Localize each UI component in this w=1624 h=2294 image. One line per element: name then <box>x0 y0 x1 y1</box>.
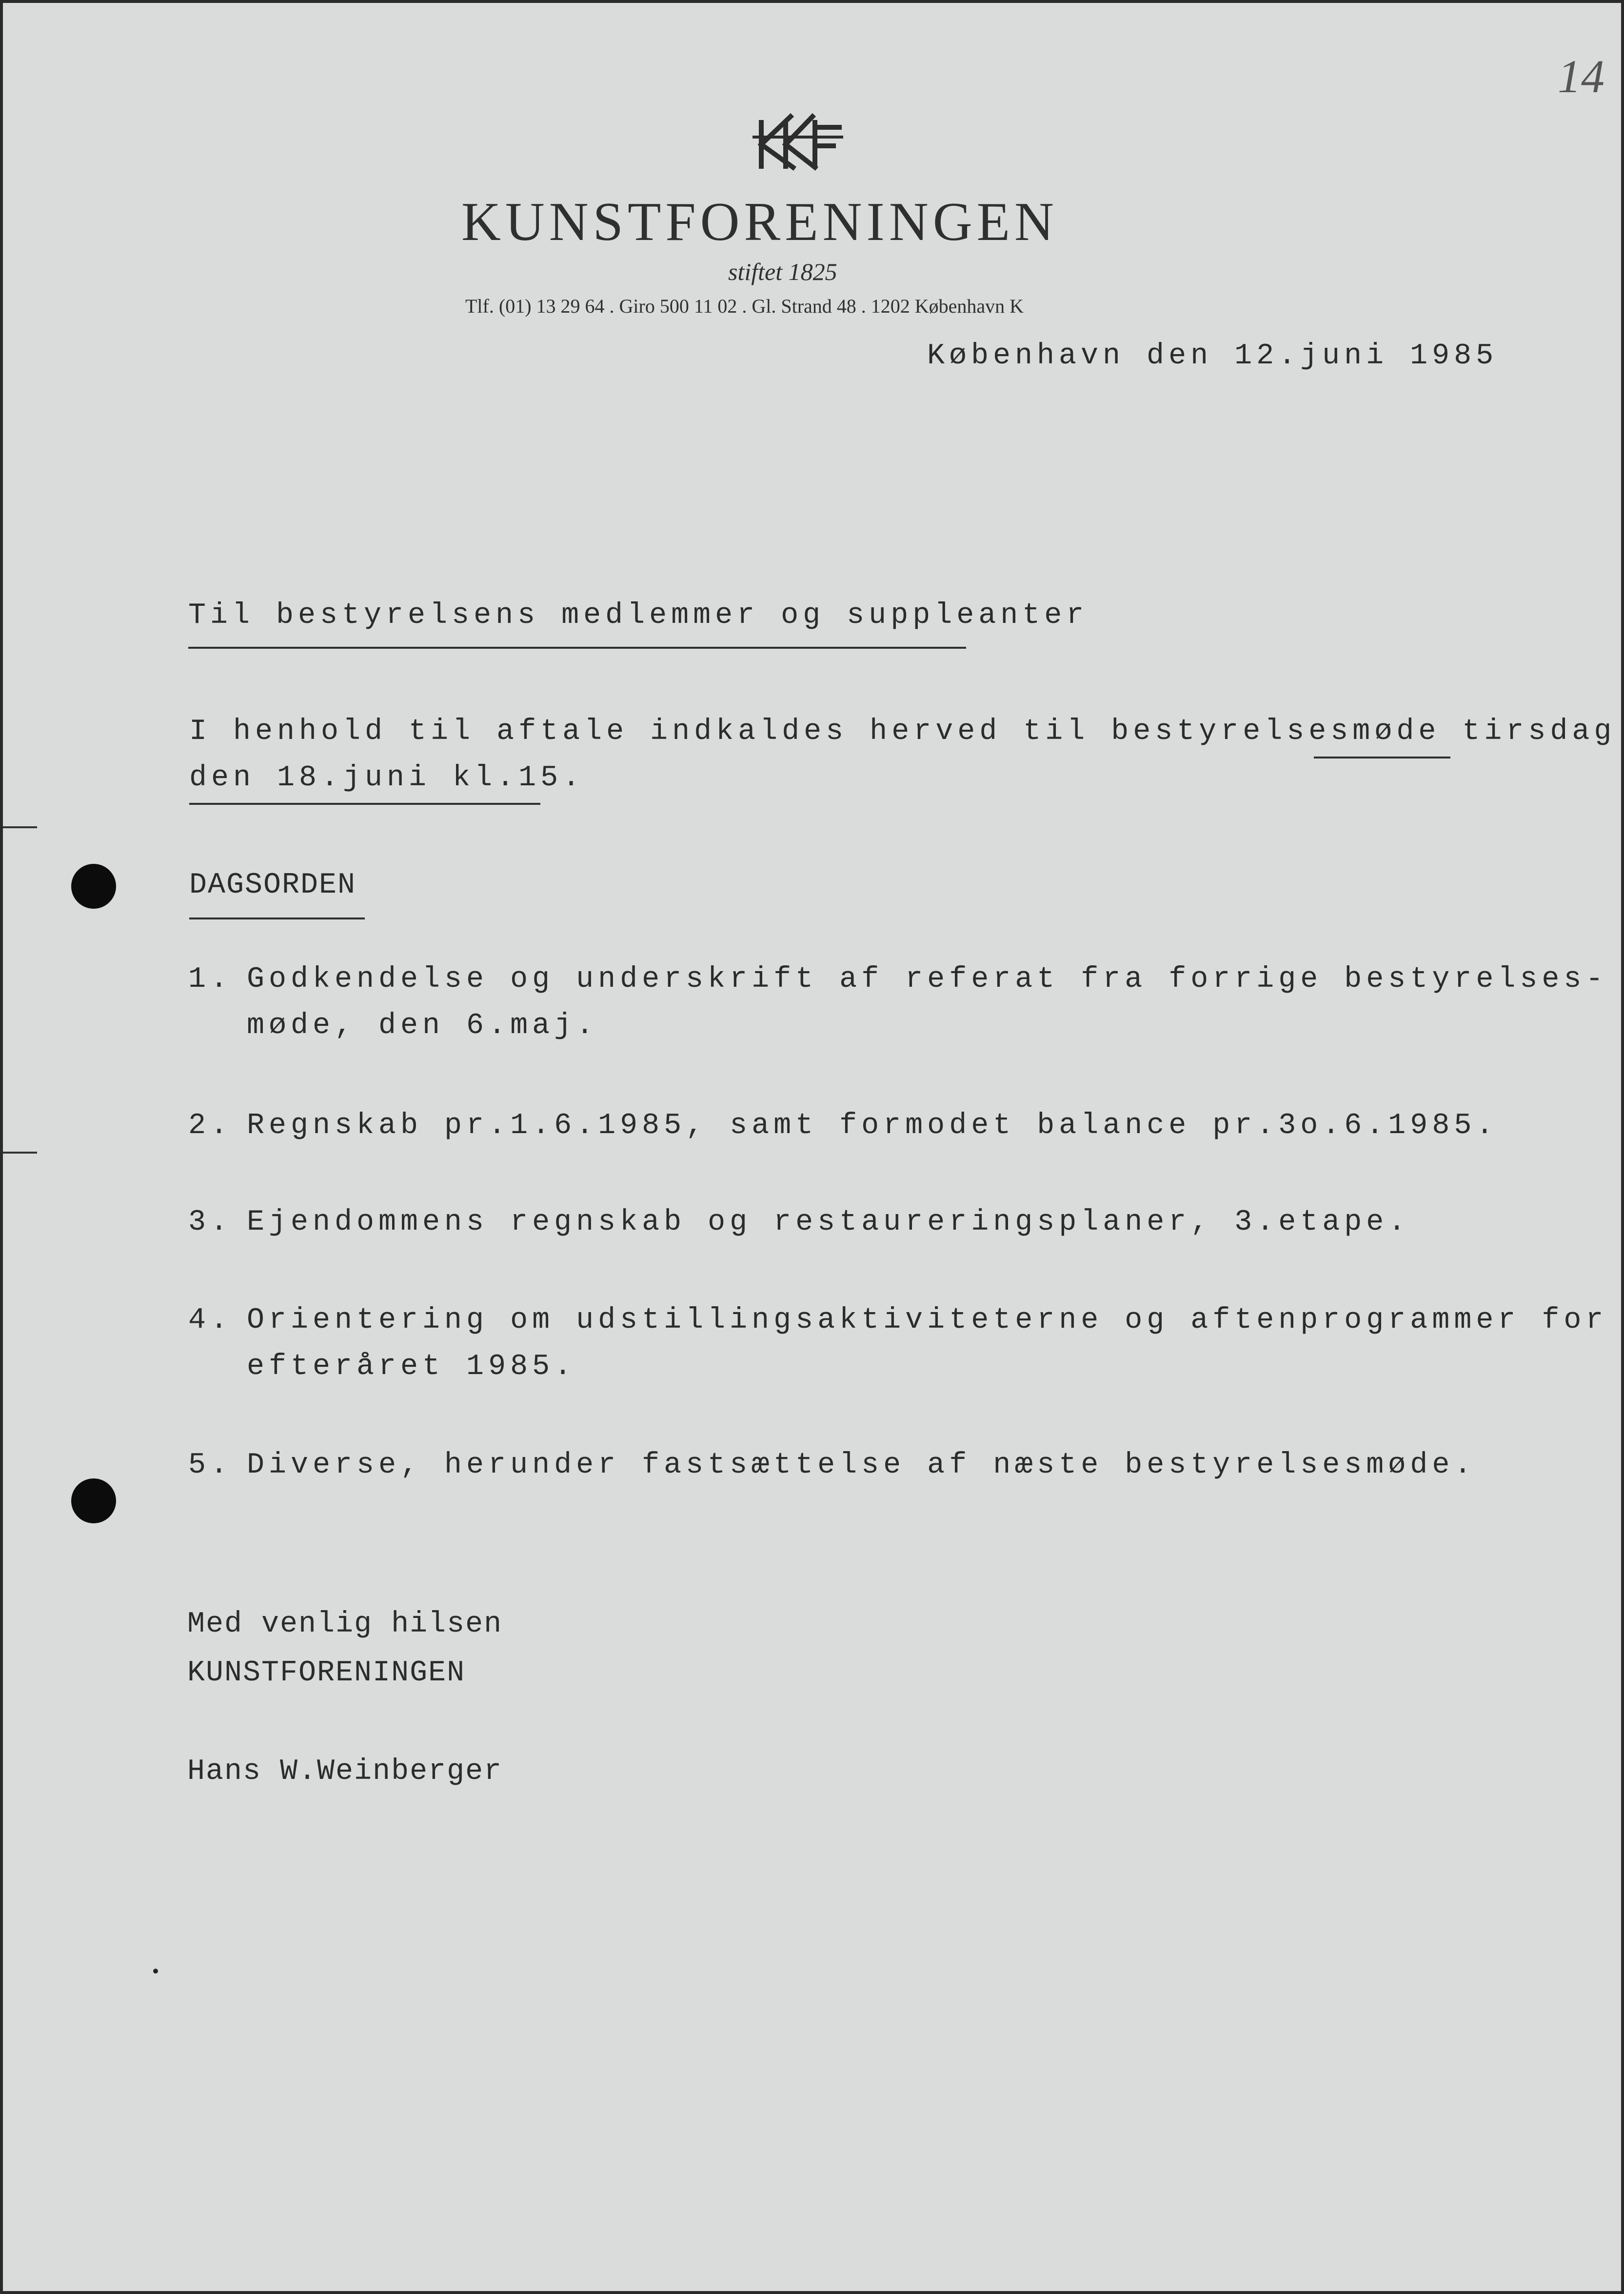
agenda-item-5-number: 5. <box>188 1449 233 1482</box>
recipient-line: Til bestyrelsens medlemmer og suppleanter <box>188 599 1089 632</box>
ink-dot <box>153 1969 158 1974</box>
agenda-heading: DAGSORDEN <box>189 869 356 902</box>
founded-tagline: stiftet 1825 <box>728 258 837 285</box>
agenda-item-1-number: 1. <box>188 963 233 996</box>
intro-day: tirsdag <box>1462 715 1616 748</box>
intro-text: I henhold til aftale indkaldes herved til bestyrelsesmøde <box>189 715 1463 748</box>
handwritten-page-number: 14 <box>1558 50 1604 102</box>
agenda-item-5-line-1: Diverse, herunder fastsættelse af næste bestyrelsesmøde. <box>247 1449 1476 1482</box>
margin-fold-mark-upper <box>3 826 37 828</box>
intro-day-underline <box>1314 757 1450 758</box>
agenda-heading-underline <box>189 918 365 919</box>
agenda-item-1-line-1: Godkendelse og underskrift af referat fra forrige bestyrelses- <box>247 963 1608 996</box>
punch-hole-top <box>71 864 116 909</box>
agenda-item-4-line-2: efteråret 1985. <box>247 1350 576 1383</box>
intro-line-1 <box>189 715 1616 748</box>
letter-page <box>3 3 1621 2291</box>
agenda-item-4-number: 4. <box>188 1304 233 1337</box>
contact-line: Tlf. (01) 13 29 64 . Giro 500 11 02 . Gl. Strand 48 . 1202 København K <box>465 295 1024 317</box>
margin-fold-mark-lower <box>3 1152 37 1154</box>
date-line: København den 12.juni 1985 <box>927 339 1498 373</box>
agenda-item-3-number: 3. <box>188 1206 233 1239</box>
agenda-item-3-line-1: Ejendommens regnskab og restaureringsplaner, 3.etape. <box>247 1206 1410 1239</box>
org-name-heading: KUNSTFORENINGEN <box>461 192 1058 252</box>
signatory-name: Hans W.Weinberger <box>187 1755 503 1788</box>
agenda-item-1-line-2: møde, den 6.maj. <box>247 1009 598 1042</box>
closing-org: KUNSTFORENINGEN <box>187 1656 466 1690</box>
closing-greeting: Med venlig hilsen <box>187 1608 503 1641</box>
intro-line-2: den 18.juni kl.15. <box>189 761 585 795</box>
agenda-item-4-line-1: Orientering om udstillingsaktiviteterne og aftenprogrammer for <box>247 1304 1608 1337</box>
kunstforeningen-logo-icon <box>752 108 844 171</box>
agenda-item-2-line-1: Regnskab pr.1.6.1985, samt formodet balance pr.3o.6.1985. <box>247 1109 1498 1142</box>
punch-hole-bottom <box>71 1478 116 1523</box>
intro-line-2-underline <box>189 803 540 805</box>
recipient-underline <box>188 647 966 649</box>
agenda-item-2-number: 2. <box>188 1109 233 1142</box>
